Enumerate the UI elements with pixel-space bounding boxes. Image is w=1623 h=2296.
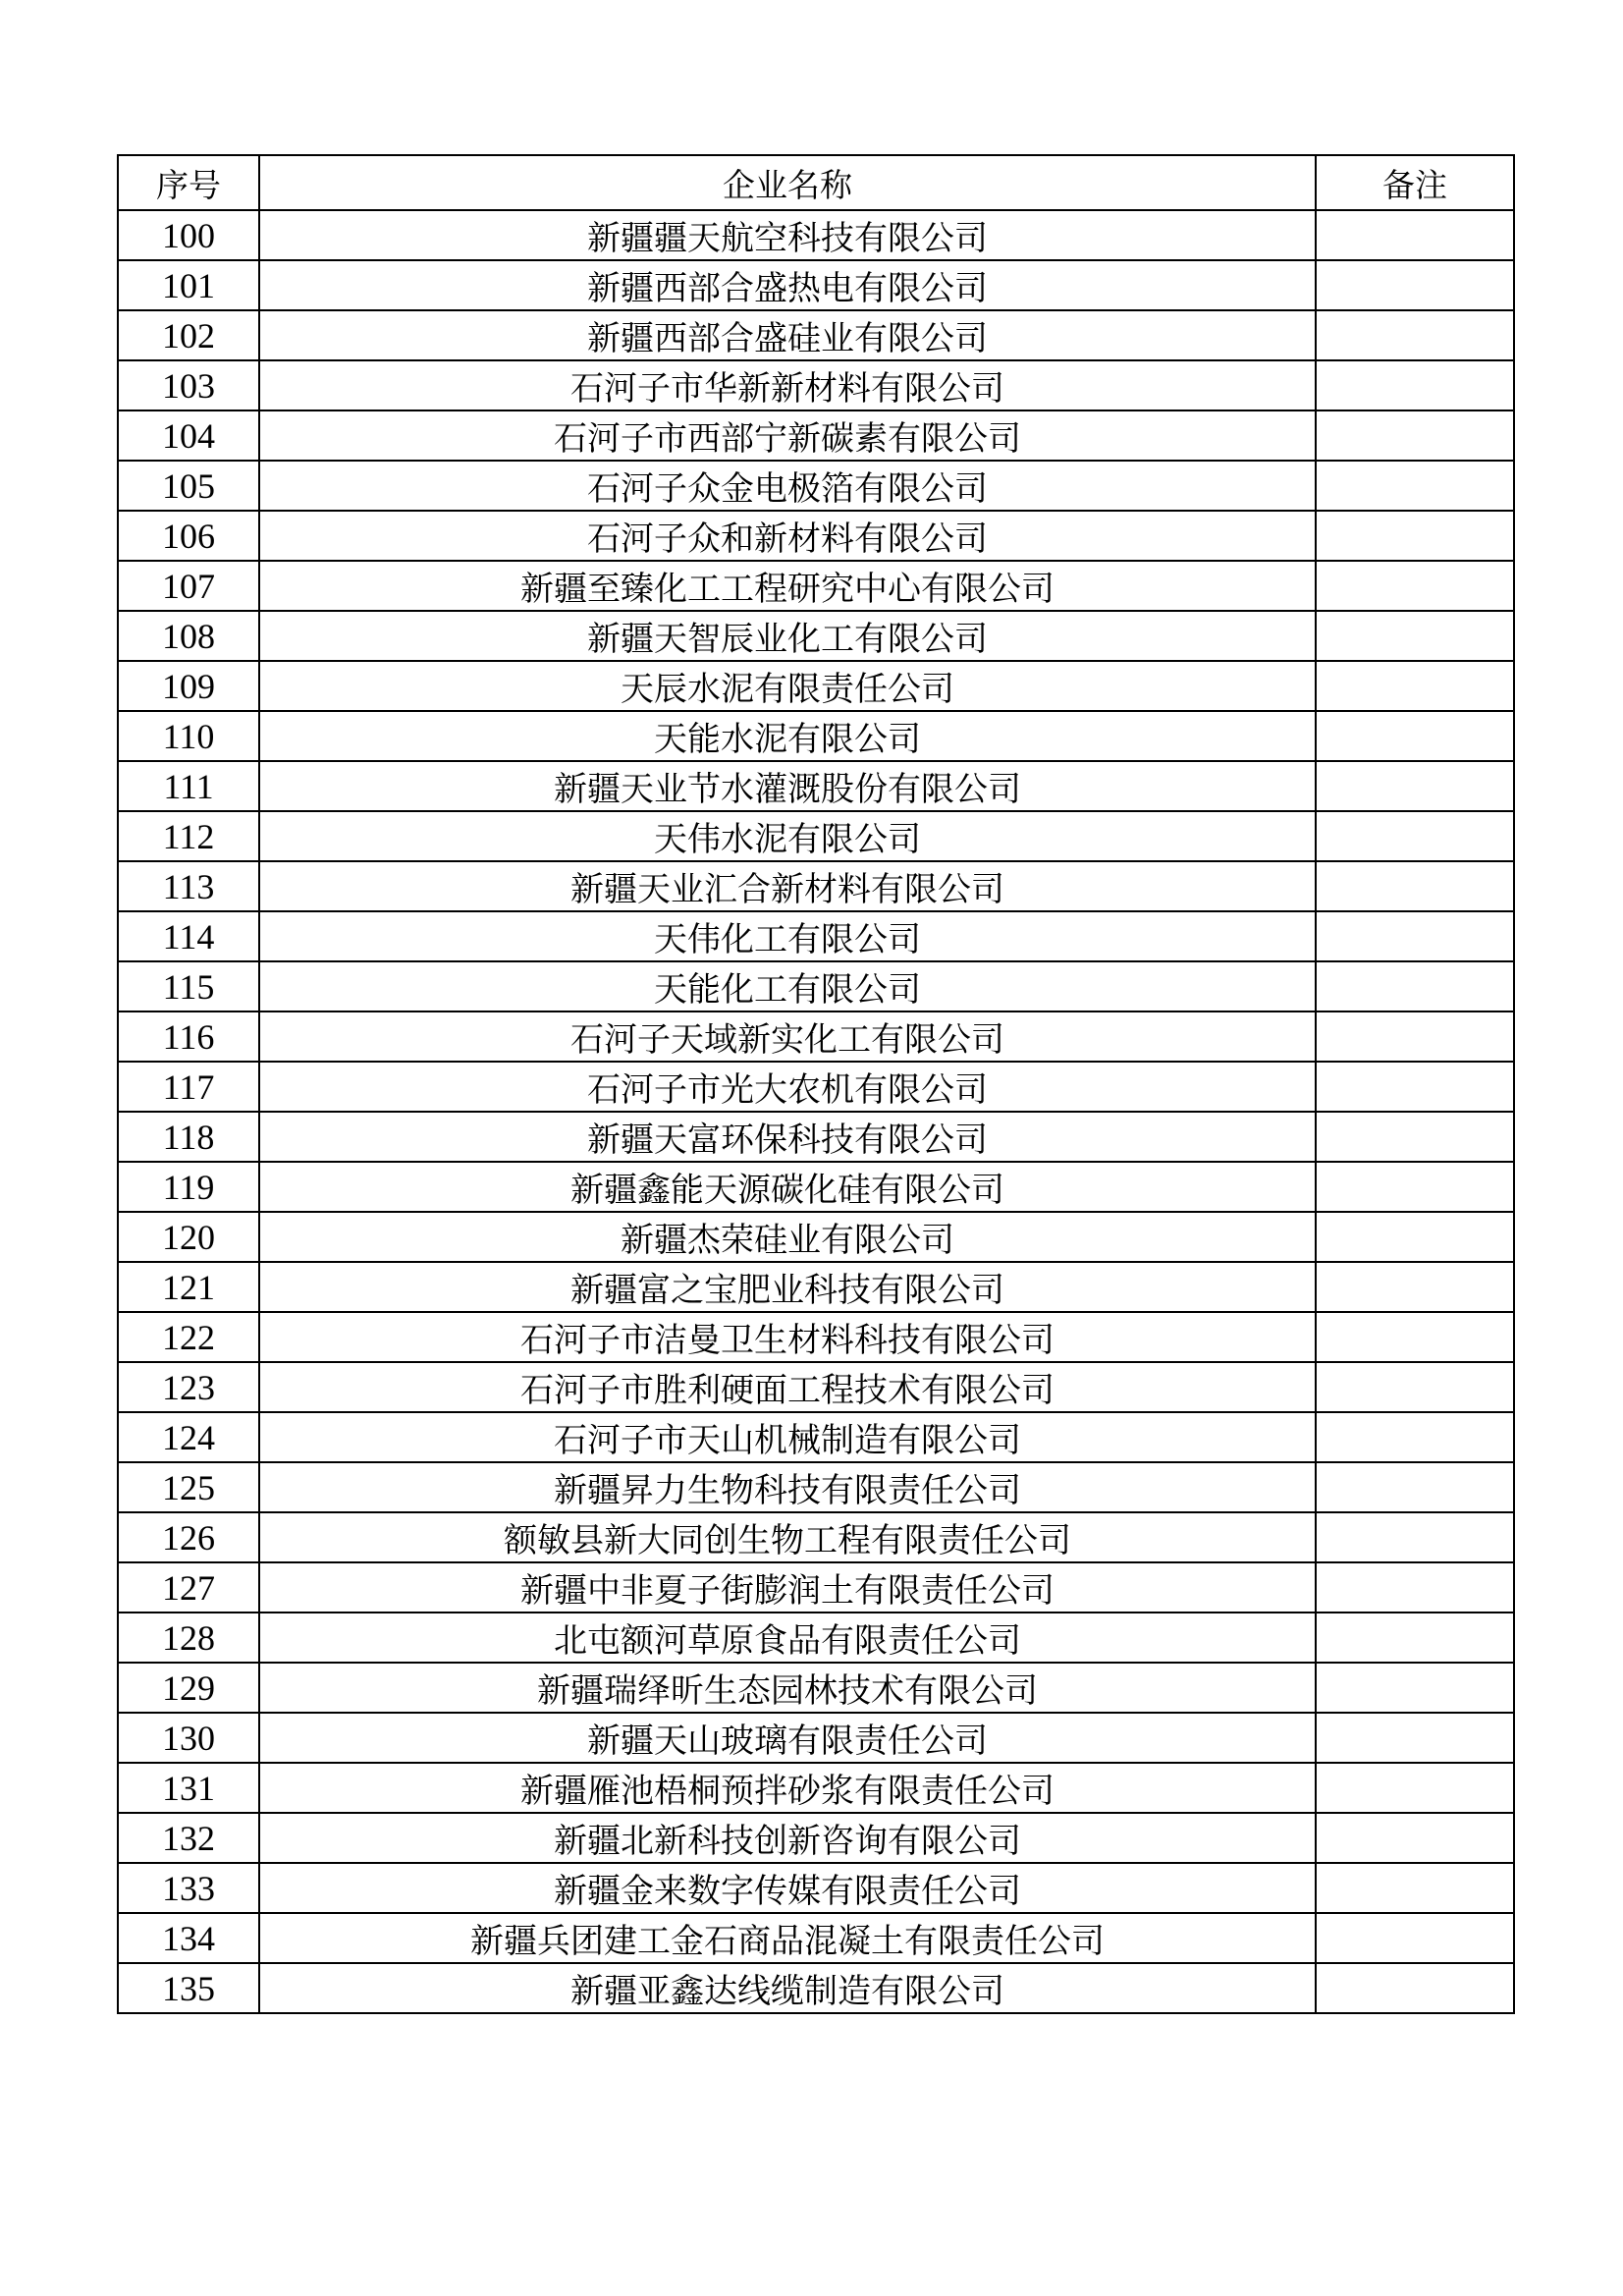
table-row (118, 961, 1514, 1011)
row-index: 125 (118, 1462, 259, 1512)
table-row (118, 1813, 1514, 1863)
table-row (118, 1713, 1514, 1763)
company-name: 石河子市西部宁新碳素有限公司 (259, 410, 1316, 461)
row-index: 108 (118, 611, 259, 661)
company-name: 新疆昇力生物科技有限责任公司 (259, 1462, 1316, 1512)
remarks-cell (1316, 661, 1514, 711)
remarks-cell (1316, 1462, 1514, 1512)
row-index: 134 (118, 1913, 259, 1963)
row-index: 121 (118, 1262, 259, 1312)
row-index: 117 (118, 1062, 259, 1112)
table-row (118, 1863, 1514, 1913)
row-index: 131 (118, 1763, 259, 1813)
remarks-cell (1316, 1562, 1514, 1613)
table-row (118, 260, 1514, 310)
table-row (118, 210, 1514, 260)
table-row (118, 1963, 1514, 2013)
remarks-cell (1316, 1663, 1514, 1713)
remarks-cell (1316, 1713, 1514, 1763)
company-name: 新疆中非夏子街膨润土有限责任公司 (259, 1562, 1316, 1613)
row-index: 123 (118, 1362, 259, 1412)
table-row (118, 611, 1514, 661)
company-name: 石河子市光大农机有限公司 (259, 1062, 1316, 1112)
company-name: 新疆雁池梧桐预拌砂浆有限责任公司 (259, 1763, 1316, 1813)
row-index: 114 (118, 911, 259, 961)
company-name: 石河子市洁曼卫生材料科技有限公司 (259, 1312, 1316, 1362)
table-row (118, 711, 1514, 761)
table-row (118, 1613, 1514, 1663)
remarks-cell (1316, 761, 1514, 811)
company-name: 新疆杰荣硅业有限公司 (259, 1212, 1316, 1262)
remarks-cell (1316, 961, 1514, 1011)
row-index: 124 (118, 1412, 259, 1462)
row-index: 135 (118, 1963, 259, 2013)
remarks-cell (1316, 1362, 1514, 1412)
remarks-cell (1316, 210, 1514, 260)
remarks-cell (1316, 410, 1514, 461)
table-row (118, 1562, 1514, 1613)
row-index: 112 (118, 811, 259, 861)
remarks-cell (1316, 811, 1514, 861)
company-name: 新疆兵团建工金石商品混凝土有限责任公司 (259, 1913, 1316, 1963)
remarks-cell (1316, 911, 1514, 961)
row-index: 107 (118, 561, 259, 611)
row-index: 127 (118, 1562, 259, 1613)
row-index: 118 (118, 1112, 259, 1162)
remarks-cell (1316, 360, 1514, 410)
row-index: 133 (118, 1863, 259, 1913)
table-row (118, 861, 1514, 911)
remarks-cell (1316, 1212, 1514, 1262)
company-name: 新疆亚鑫达线缆制造有限公司 (259, 1963, 1316, 2013)
table-row (118, 360, 1514, 410)
company-name: 新疆至臻化工工程研究中心有限公司 (259, 561, 1316, 611)
table-row (118, 1412, 1514, 1462)
company-name: 新疆天智辰业化工有限公司 (259, 611, 1316, 661)
remarks-cell (1316, 611, 1514, 661)
company-name: 新疆瑞绎昕生态园林技术有限公司 (259, 1663, 1316, 1713)
remarks-cell (1316, 1011, 1514, 1062)
row-index: 128 (118, 1613, 259, 1663)
company-name: 额敏县新大同创生物工程有限责任公司 (259, 1512, 1316, 1562)
company-name: 新疆疆天航空科技有限公司 (259, 210, 1316, 260)
header-remarks: 备注 (1316, 155, 1514, 210)
row-index: 113 (118, 861, 259, 911)
company-name: 新疆天山玻璃有限责任公司 (259, 1713, 1316, 1763)
remarks-cell (1316, 1763, 1514, 1813)
company-name: 新疆天业汇合新材料有限公司 (259, 861, 1316, 911)
row-index: 106 (118, 511, 259, 561)
table-row (118, 310, 1514, 360)
remarks-cell (1316, 461, 1514, 511)
row-index: 111 (118, 761, 259, 811)
table-row (118, 1462, 1514, 1512)
remarks-cell (1316, 1312, 1514, 1362)
company-name: 新疆西部合盛热电有限公司 (259, 260, 1316, 310)
row-index: 110 (118, 711, 259, 761)
table-row (118, 1162, 1514, 1212)
row-index: 119 (118, 1162, 259, 1212)
remarks-cell (1316, 1412, 1514, 1462)
table-row (118, 1011, 1514, 1062)
row-index: 129 (118, 1663, 259, 1713)
enterprise-table (117, 154, 1515, 2014)
remarks-cell (1316, 1613, 1514, 1663)
table-row (118, 410, 1514, 461)
company-name: 北屯额河草原食品有限责任公司 (259, 1613, 1316, 1663)
remarks-cell (1316, 310, 1514, 360)
row-index: 109 (118, 661, 259, 711)
company-name: 新疆富之宝肥业科技有限公司 (259, 1262, 1316, 1312)
remarks-cell (1316, 1813, 1514, 1863)
table-row (118, 1663, 1514, 1713)
company-name: 石河子市华新新材料有限公司 (259, 360, 1316, 410)
row-index: 126 (118, 1512, 259, 1562)
company-name: 石河子众金电极箔有限公司 (259, 461, 1316, 511)
table-row (118, 911, 1514, 961)
table-row (118, 511, 1514, 561)
company-name: 新疆金来数字传媒有限责任公司 (259, 1863, 1316, 1913)
remarks-cell (1316, 861, 1514, 911)
remarks-cell (1316, 1162, 1514, 1212)
company-name: 新疆天富环保科技有限公司 (259, 1112, 1316, 1162)
remarks-cell (1316, 561, 1514, 611)
company-name: 天能水泥有限公司 (259, 711, 1316, 761)
remarks-cell (1316, 1262, 1514, 1312)
remarks-cell (1316, 1512, 1514, 1562)
company-name: 新疆北新科技创新咨询有限公司 (259, 1813, 1316, 1863)
row-index: 122 (118, 1312, 259, 1362)
table-row (118, 1512, 1514, 1562)
table-row (118, 811, 1514, 861)
table-row (118, 1112, 1514, 1162)
table-row (118, 561, 1514, 611)
remarks-cell (1316, 1112, 1514, 1162)
remarks-cell (1316, 1863, 1514, 1913)
company-name: 石河子市天山机械制造有限公司 (259, 1412, 1316, 1462)
remarks-cell (1316, 711, 1514, 761)
row-index: 132 (118, 1813, 259, 1863)
remarks-cell (1316, 260, 1514, 310)
table-row (118, 1262, 1514, 1312)
row-index: 100 (118, 210, 259, 260)
company-name: 天辰水泥有限责任公司 (259, 661, 1316, 711)
table-row (118, 761, 1514, 811)
row-index: 130 (118, 1713, 259, 1763)
row-index: 120 (118, 1212, 259, 1262)
row-index: 116 (118, 1011, 259, 1062)
row-index: 105 (118, 461, 259, 511)
company-name: 石河子天域新实化工有限公司 (259, 1011, 1316, 1062)
remarks-cell (1316, 511, 1514, 561)
company-name: 天伟水泥有限公司 (259, 811, 1316, 861)
table-row (118, 1312, 1514, 1362)
remarks-cell (1316, 1062, 1514, 1112)
table-body (118, 210, 1514, 2013)
company-name: 天伟化工有限公司 (259, 911, 1316, 961)
remarks-cell (1316, 1963, 1514, 2013)
remarks-cell (1316, 1913, 1514, 1963)
company-name: 石河子众和新材料有限公司 (259, 511, 1316, 561)
company-name: 天能化工有限公司 (259, 961, 1316, 1011)
table-row (118, 461, 1514, 511)
row-index: 102 (118, 310, 259, 360)
company-name: 新疆西部合盛硅业有限公司 (259, 310, 1316, 360)
row-index: 115 (118, 961, 259, 1011)
row-index: 103 (118, 360, 259, 410)
header-company-name: 企业名称 (259, 155, 1316, 210)
table-row (118, 1763, 1514, 1813)
row-index: 104 (118, 410, 259, 461)
table-row (118, 661, 1514, 711)
table-row (118, 1362, 1514, 1412)
header-row (118, 155, 1514, 210)
header-index: 序号 (118, 155, 259, 210)
company-name: 石河子市胜利硬面工程技术有限公司 (259, 1362, 1316, 1412)
table-row (118, 1212, 1514, 1262)
table-row (118, 1062, 1514, 1112)
table-row (118, 1913, 1514, 1963)
row-index: 101 (118, 260, 259, 310)
company-name: 新疆天业节水灌溉股份有限公司 (259, 761, 1316, 811)
company-name: 新疆鑫能天源碳化硅有限公司 (259, 1162, 1316, 1212)
